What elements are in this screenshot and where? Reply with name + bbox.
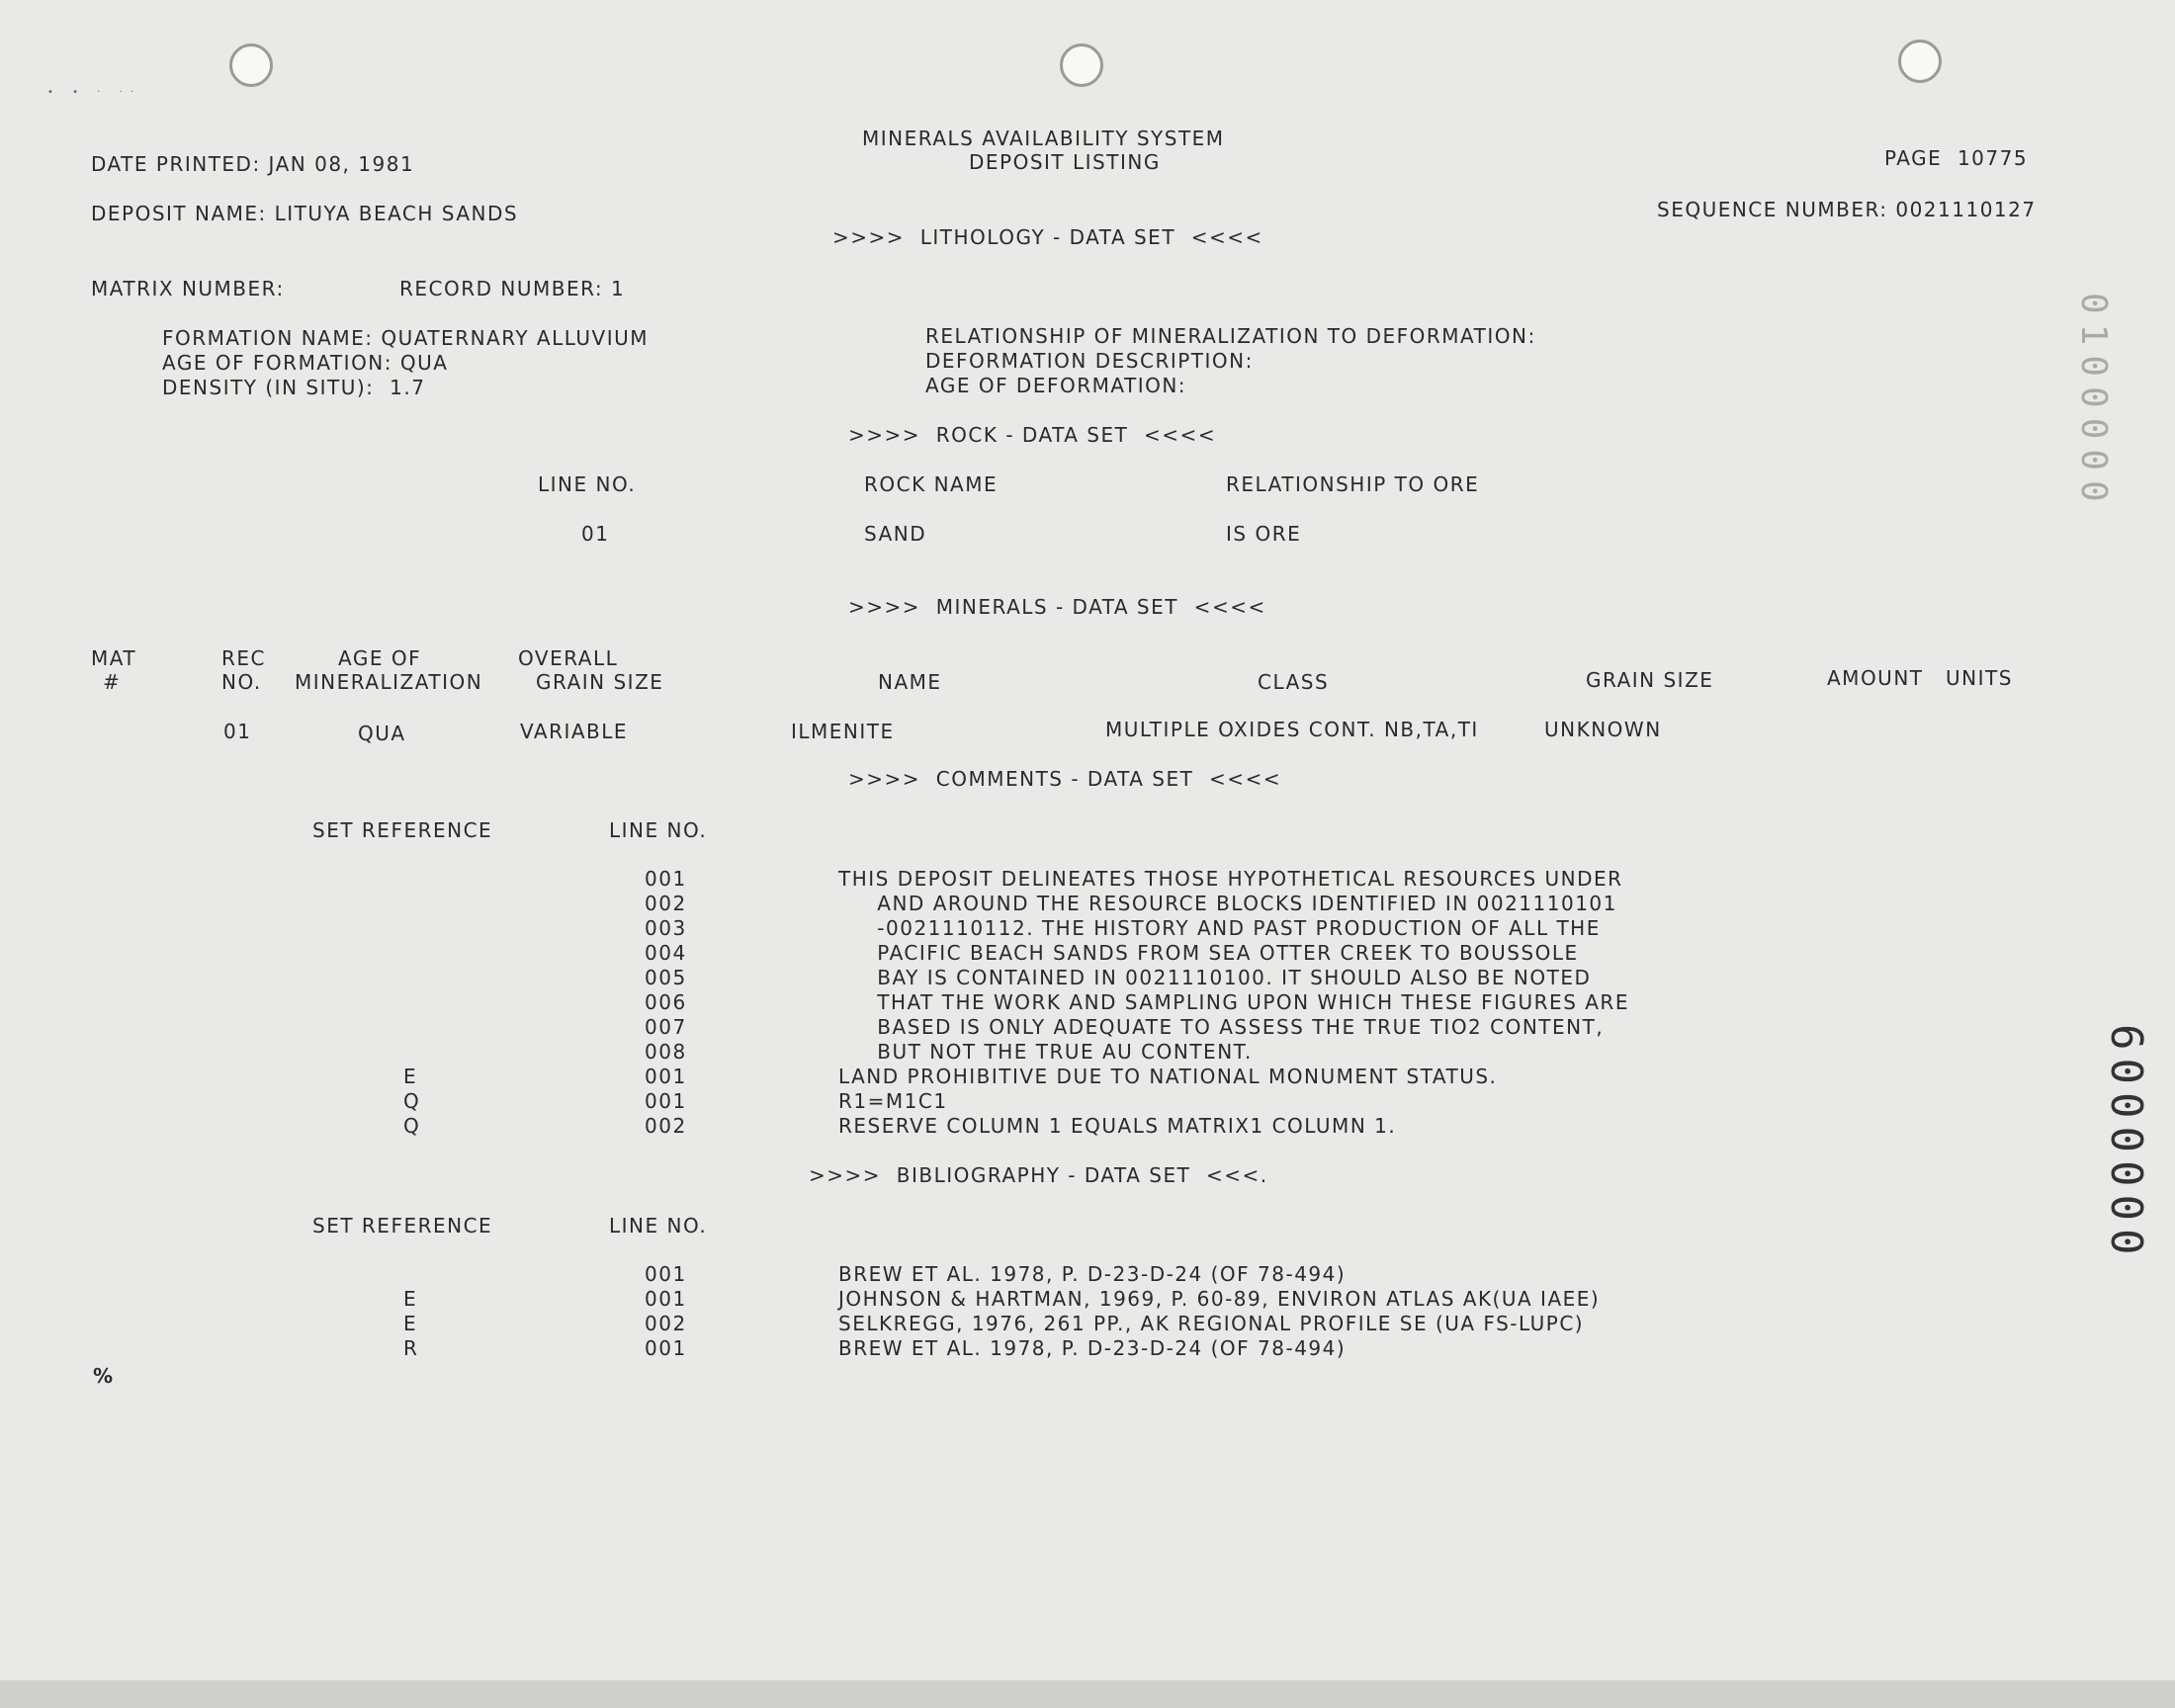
comment-text: RESERVE COLUMN 1 EQUALS MATRIX1 COLUMN 1. <box>838 1114 1397 1138</box>
comment-line-no: 001 <box>645 1065 687 1088</box>
comment-text: PACIFIC BEACH SANDS FROM SEA OTTER CREEK TO BOUSSOLE <box>838 941 1579 965</box>
minerals-header-age-of: AGE OF <box>338 646 422 670</box>
comment-line-no: 001 <box>645 867 687 891</box>
bibliography-set-reference: E <box>403 1287 418 1311</box>
rock-header-relationship: RELATIONSHIP TO ORE <box>1226 472 1480 496</box>
comment-text: BAY IS CONTAINED IN 0021110100. IT SHOULD ALSO BE NOTED <box>838 966 1592 989</box>
rock-row-rock-name: SAND <box>864 522 927 546</box>
formation-name: FORMATION NAME: QUATERNARY ALLUVIUM <box>162 326 650 350</box>
comment-line-no: 007 <box>645 1015 687 1039</box>
lithology-section-title: >>>> LITHOLOGY - DATA SET <<<< <box>832 225 1263 249</box>
minerals-header-overall: OVERALL <box>518 646 619 670</box>
minerals-header-units: UNITS <box>1946 666 2013 690</box>
minerals-header-name: NAME <box>878 670 942 694</box>
rock-header-line-no: LINE NO. <box>538 472 637 496</box>
comment-text: BUT NOT THE TRUE AU CONTENT. <box>838 1040 1253 1064</box>
comment-line-no: 002 <box>645 892 687 915</box>
comment-line-no: 003 <box>645 916 687 940</box>
rock-row-line-no: 01 <box>581 522 610 546</box>
page-number: PAGE 10775 <box>1884 146 2029 170</box>
deposit-name: DEPOSIT NAME: LITUYA BEACH SANDS <box>91 202 519 225</box>
minerals-row-age: QUA <box>358 722 406 745</box>
minerals-row-class: MULTIPLE OXIDES CONT. NB,TA,TI <box>1105 718 1479 741</box>
comment-text: BASED IS ONLY ADEQUATE TO ASSESS THE TRUE TIO2 CONTENT, <box>838 1015 1605 1039</box>
minerals-section-title: >>>> MINERALS - DATA SET <<<< <box>848 595 1266 619</box>
end-of-record-mark: % <box>93 1364 115 1388</box>
comment-line-no: 001 <box>645 1089 687 1113</box>
minerals-header-mat: MAT <box>91 646 137 670</box>
margin-stamp-lower: 6000000 <box>2101 1024 2151 1263</box>
bibliography-line-no: 001 <box>645 1336 687 1360</box>
system-title: MINERALS AVAILABILITY SYSTEM <box>862 127 1225 150</box>
density: DENSITY (IN SITU): 1.7 <box>162 376 426 399</box>
comments-section-title: >>>> COMMENTS - DATA SET <<<< <box>848 767 1282 791</box>
bibliography-text: BREW ET AL. 1978, P. D-23-D-24 (OF 78-494) <box>838 1336 1347 1360</box>
record-number: RECORD NUMBER: 1 <box>399 277 626 300</box>
bibliography-set-reference: E <box>403 1312 418 1335</box>
comments-header-line-no: LINE NO. <box>609 818 708 842</box>
listing-title: DEPOSIT LISTING <box>969 150 1161 174</box>
punch-hole-center <box>1060 43 1103 87</box>
comments-header-set-reference: SET REFERENCE <box>312 818 493 842</box>
bibliography-text: BREW ET AL. 1978, P. D-23-D-24 (OF 78-494) <box>838 1262 1347 1286</box>
comment-set-reference: Q <box>403 1114 421 1138</box>
comment-text: LAND PROHIBITIVE DUE TO NATIONAL MONUMENT STATUS. <box>838 1065 1498 1088</box>
minerals-header-mineralization: MINERALIZATION <box>295 670 483 694</box>
minerals-row-rec: 01 <box>223 720 252 743</box>
punch-hole-left <box>229 43 273 87</box>
bibliography-set-reference: R <box>403 1336 419 1360</box>
comment-line-no: 006 <box>645 990 687 1014</box>
deformation-description: DEFORMATION DESCRIPTION: <box>925 349 1254 373</box>
bibliography-text: SELKREGG, 1976, 261 PP., AK REGIONAL PROFILE SE (UA FS-LUPC) <box>838 1312 1585 1335</box>
mineralization-relationship: RELATIONSHIP OF MINERALIZATION TO DEFORMATION: <box>925 324 1536 348</box>
comment-text: THIS DEPOSIT DELINEATES THOSE HYPOTHETICAL RESOURCES UNDER <box>838 867 1623 891</box>
sequence-number: SEQUENCE NUMBER: 0021110127 <box>1657 198 2037 221</box>
minerals-row-grain-size: UNKNOWN <box>1544 718 1662 741</box>
bibliography-section-title: >>>> BIBLIOGRAPHY - DATA SET <<<. <box>809 1163 1268 1187</box>
bibliography-header-set-reference: SET REFERENCE <box>312 1214 493 1238</box>
matrix-number: MATRIX NUMBER: <box>91 277 285 300</box>
age-of-formation: AGE OF FORMATION: QUA <box>162 351 449 375</box>
minerals-row-overall-grain: VARIABLE <box>520 720 629 743</box>
minerals-row-name: ILMENITE <box>791 720 895 743</box>
comment-line-no: 008 <box>645 1040 687 1064</box>
comment-set-reference: Q <box>403 1089 421 1113</box>
bibliography-header-line-no: LINE NO. <box>609 1214 708 1238</box>
minerals-header-grain-size-2: GRAIN SIZE <box>1586 668 1714 692</box>
comment-text: -0021110112. THE HISTORY AND PAST PRODUCTION OF ALL THE <box>838 916 1601 940</box>
margin-stamp-upper: 0100000 <box>2073 293 2114 512</box>
date-printed: DATE PRINTED: JAN 08, 1981 <box>91 152 415 176</box>
comment-text: R1=M1C1 <box>838 1089 948 1113</box>
bibliography-line-no: 001 <box>645 1262 687 1286</box>
age-of-deformation: AGE OF DEFORMATION: <box>925 374 1187 397</box>
bibliography-line-no: 002 <box>645 1312 687 1335</box>
comment-set-reference: E <box>403 1065 418 1088</box>
minerals-header-amount: AMOUNT <box>1827 666 1924 690</box>
minerals-header-grain-size: GRAIN SIZE <box>536 670 664 694</box>
scan-specks: • • · ·· <box>47 87 141 98</box>
minerals-header-class: CLASS <box>1258 670 1330 694</box>
minerals-header-mat-hash: # <box>103 670 122 694</box>
minerals-header-rec-no: NO. <box>221 670 262 694</box>
comment-line-no: 005 <box>645 966 687 989</box>
minerals-header-rec: REC <box>221 646 266 670</box>
comment-line-no: 004 <box>645 941 687 965</box>
rock-row-relationship: IS ORE <box>1226 522 1302 546</box>
rock-header-rock-name: ROCK NAME <box>864 472 999 496</box>
comment-text: AND AROUND THE RESOURCE BLOCKS IDENTIFIED IN 0021110101 <box>838 892 1617 915</box>
rock-section-title: >>>> ROCK - DATA SET <<<< <box>848 423 1217 447</box>
comment-text: THAT THE WORK AND SAMPLING UPON WHICH THESE FIGURES ARE <box>838 990 1629 1014</box>
punch-hole-right <box>1898 40 1942 83</box>
bibliography-line-no: 001 <box>645 1287 687 1311</box>
comment-line-no: 002 <box>645 1114 687 1138</box>
bibliography-text: JOHNSON & HARTMAN, 1969, P. 60-89, ENVIRON ATLAS AK(UA IAEE) <box>838 1287 1601 1311</box>
